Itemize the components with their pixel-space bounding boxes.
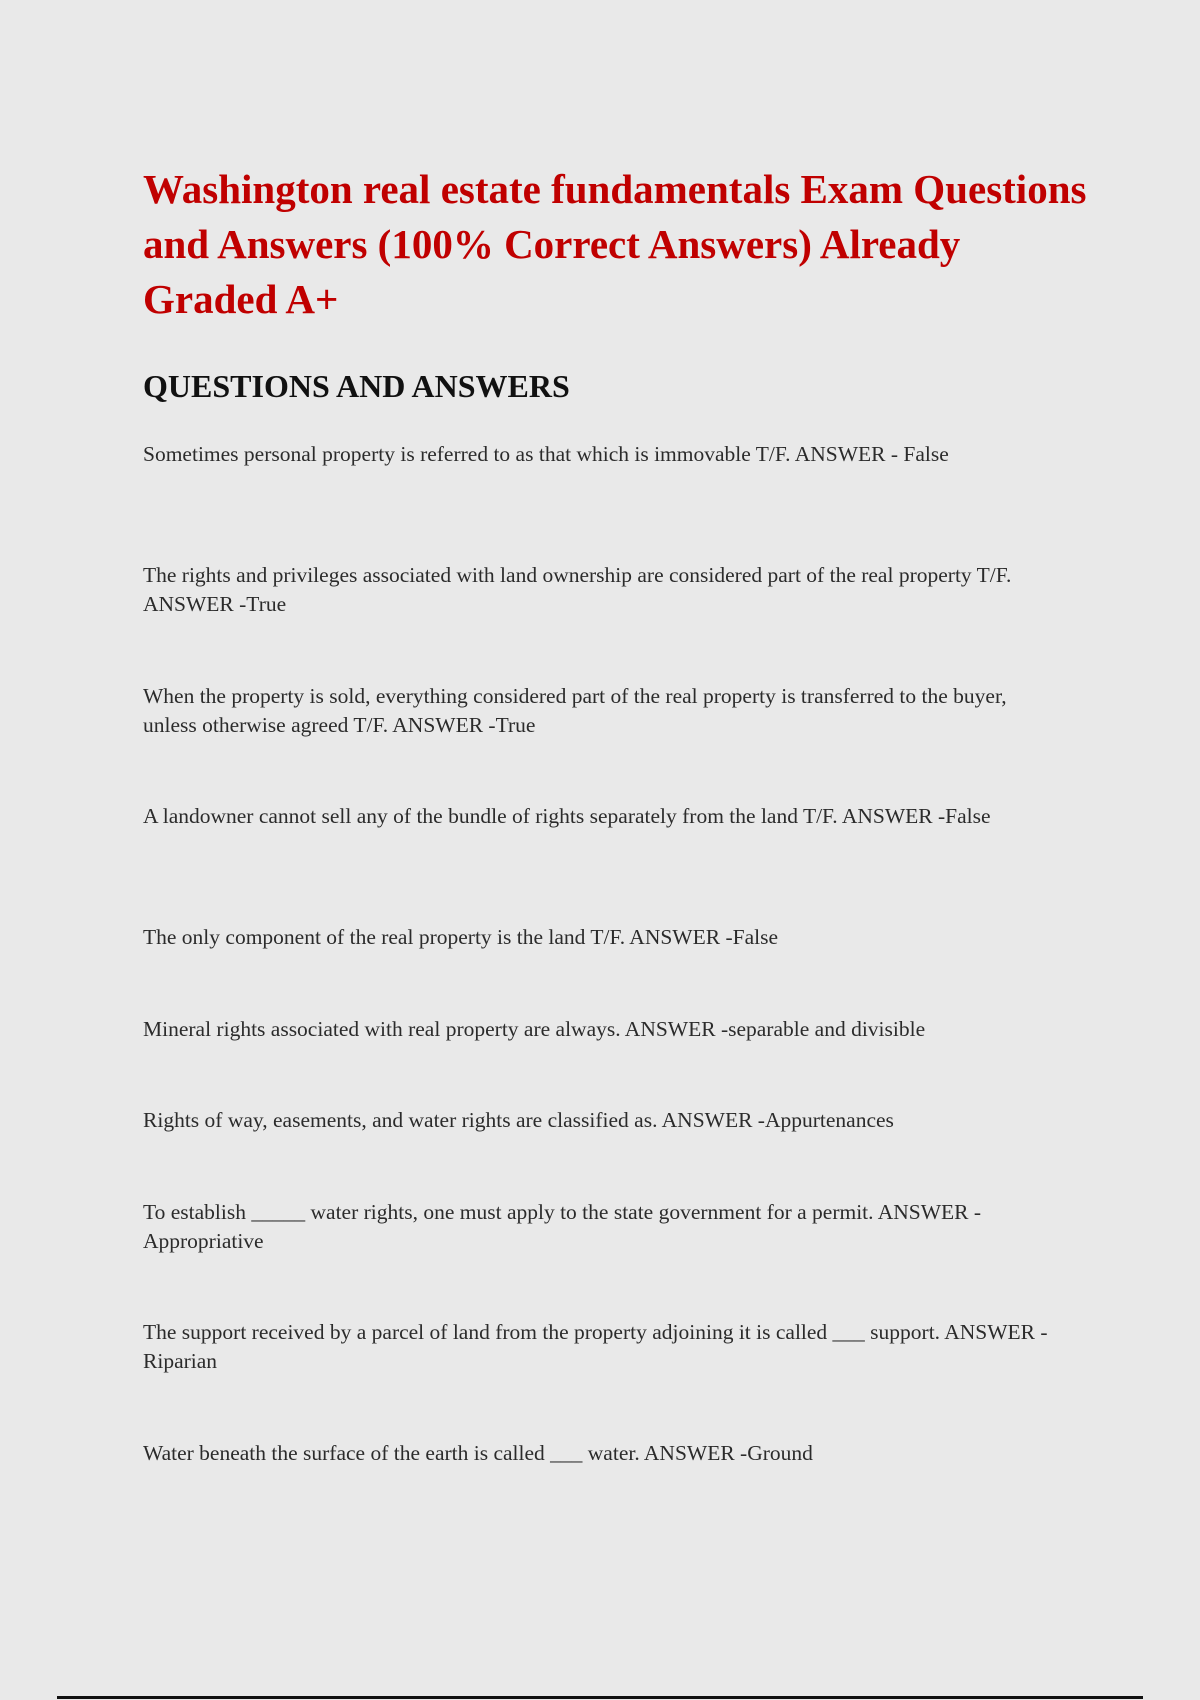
qa-item: The only component of the real property is the land T/F. ANSWER -False <box>143 925 778 949</box>
qa-item: Sometimes personal property is referred to as that which is immovable T/F. ANSWER - False <box>143 442 949 466</box>
qa-item: The support received by a parcel of land from the property adjoining it is called ___ support. ANSWER -Riparian <box>143 1320 1048 1373</box>
qa-item: The rights and privileges associated with land ownership are considered part of the real property T/F. ANSWER -True <box>143 563 1012 616</box>
document-title: Washington real estate fundamentals Exam Questions and Answers (100% Correct Answers) Already Graded A+ <box>143 166 1087 322</box>
page-divider <box>57 1696 1143 1699</box>
qa-item: Mineral rights associated with real property are always. ANSWER -separable and divisible <box>143 1017 926 1041</box>
qa-item: A landowner cannot sell any of the bundle of rights separately from the land T/F. ANSWER -False <box>143 804 991 828</box>
section-heading: QUESTIONS AND ANSWERS <box>143 368 570 404</box>
qa-item: To establish _____ water rights, one must apply to the state government for a permit. ANSWER -Appropriative <box>143 1200 982 1253</box>
qa-item: When the property is sold, everything considered part of the real property is transferred to the buyer, unless otherwise agreed T/F. ANSWER -True <box>143 684 1007 737</box>
qa-item: Rights of way, easements, and water rights are classified as. ANSWER -Appurtenances <box>143 1108 894 1132</box>
qa-item: Water beneath the surface of the earth is called ___ water. ANSWER -Ground <box>143 1441 813 1465</box>
